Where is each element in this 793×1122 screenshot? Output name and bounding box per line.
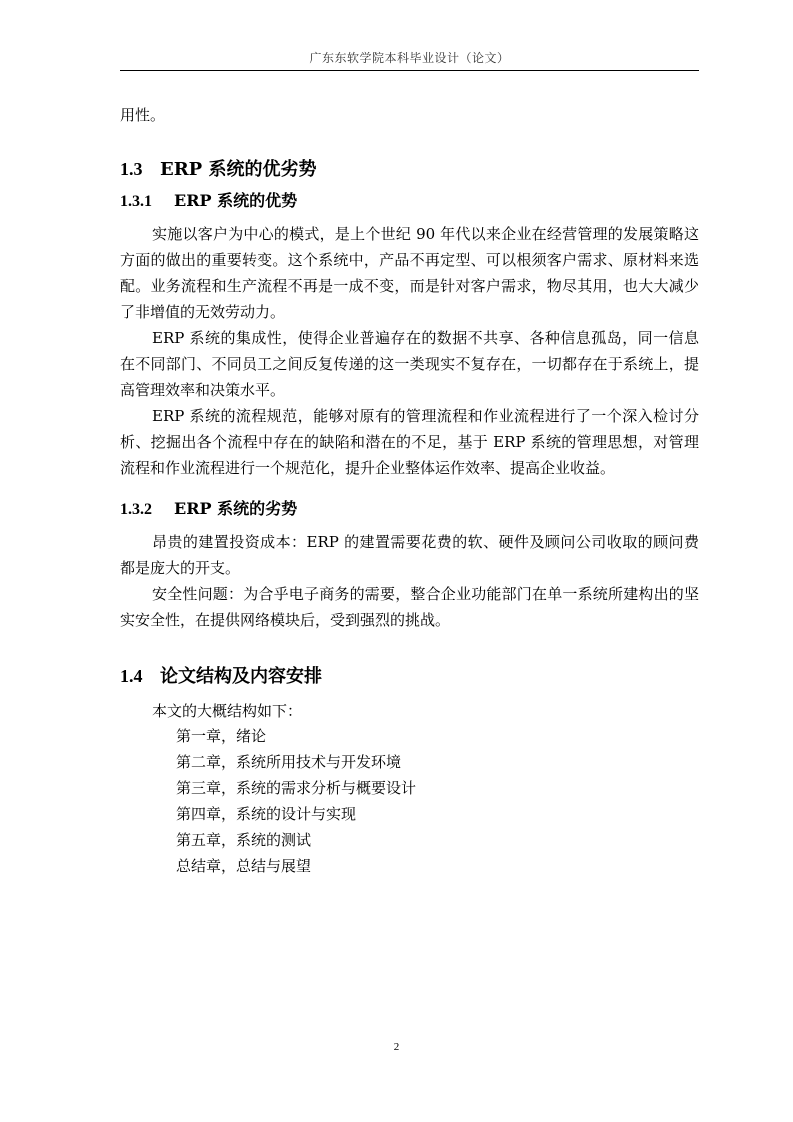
subsection-title: ERP 系统的优势	[174, 191, 298, 210]
subsection-number: 1.3.1	[120, 193, 152, 210]
section-number: 1.3	[120, 159, 143, 179]
section-title: 论文结构及内容安排	[160, 666, 322, 687]
paragraph: 实施以客户为中心的模式，是上个世纪 90 年代以来企业在经营管理的发展策略这方面的做出的重要转变。这个系统中，产品不再定型、可以根须客户需求、原材料来选配。业务流程和生产流程不再是一成不变，而是针对客户需求，物尽其用，也大大减少了非增值的无效劳动力。	[120, 225, 699, 321]
header-rule	[120, 70, 699, 71]
subsection-number: 1.3.2	[120, 501, 152, 518]
chapter-list-item: 总结章，总结与展望	[176, 857, 312, 875]
paragraph: 安全性问题：为合乎电子商务的需要，整合企业功能部门在单一系统所建构出的坚实安全性，在提供网络模块后，受到强烈的挑战。	[120, 585, 699, 629]
continuation-text: 用性。	[120, 106, 166, 124]
section-title: ERP 系统的优劣势	[160, 159, 317, 180]
chapter-list-item: 第二章，系统所用技术与开发环境	[176, 753, 402, 771]
paragraph: ERP 系统的流程规范，能够对原有的管理流程和作业流程进行了一个深入检讨分析、挖掘出各个流程中存在的缺陷和潜在的不足，基于 ERP 系统的管理思想，对管理流程和作业流程进行一个规范化，提升企业整体运作效率、提高企业收益。	[120, 407, 699, 477]
subsection-heading-1-3-2	[120, 496, 297, 519]
section-heading-1-4	[120, 662, 322, 688]
structure-intro: 本文的大概结构如下：	[152, 702, 303, 720]
paragraph: 昂贵的建置投资成本：ERP 的建置需要花费的软、硬件及顾问公司收取的顾问费都是庞大的开支。	[120, 533, 699, 577]
chapter-list-item: 第四章，系统的设计与实现	[176, 805, 357, 823]
page-number: 2	[393, 1041, 400, 1053]
paragraph: ERP 系统的集成性，使得企业普遍存在的数据不共享、各种信息孤岛，同一信息在不同部门、不同员工之间反复传递的这一类现实不复存在，一切都存在于系统上，提高管理效率和决策水平。	[120, 329, 699, 399]
subsection-title: ERP 系统的劣势	[174, 499, 298, 518]
chapter-list-item: 第一章，绪论	[176, 727, 267, 745]
subsection-heading-1-3-1	[120, 188, 297, 211]
section-number: 1.4	[120, 666, 143, 686]
running-header: 广东东软学院本科毕业设计（论文）	[309, 51, 510, 65]
section-heading-1-3	[120, 155, 316, 181]
chapter-list-item: 第五章，系统的测试	[176, 831, 312, 849]
chapter-list-item: 第三章，系统的需求分析与概要设计	[176, 779, 417, 797]
